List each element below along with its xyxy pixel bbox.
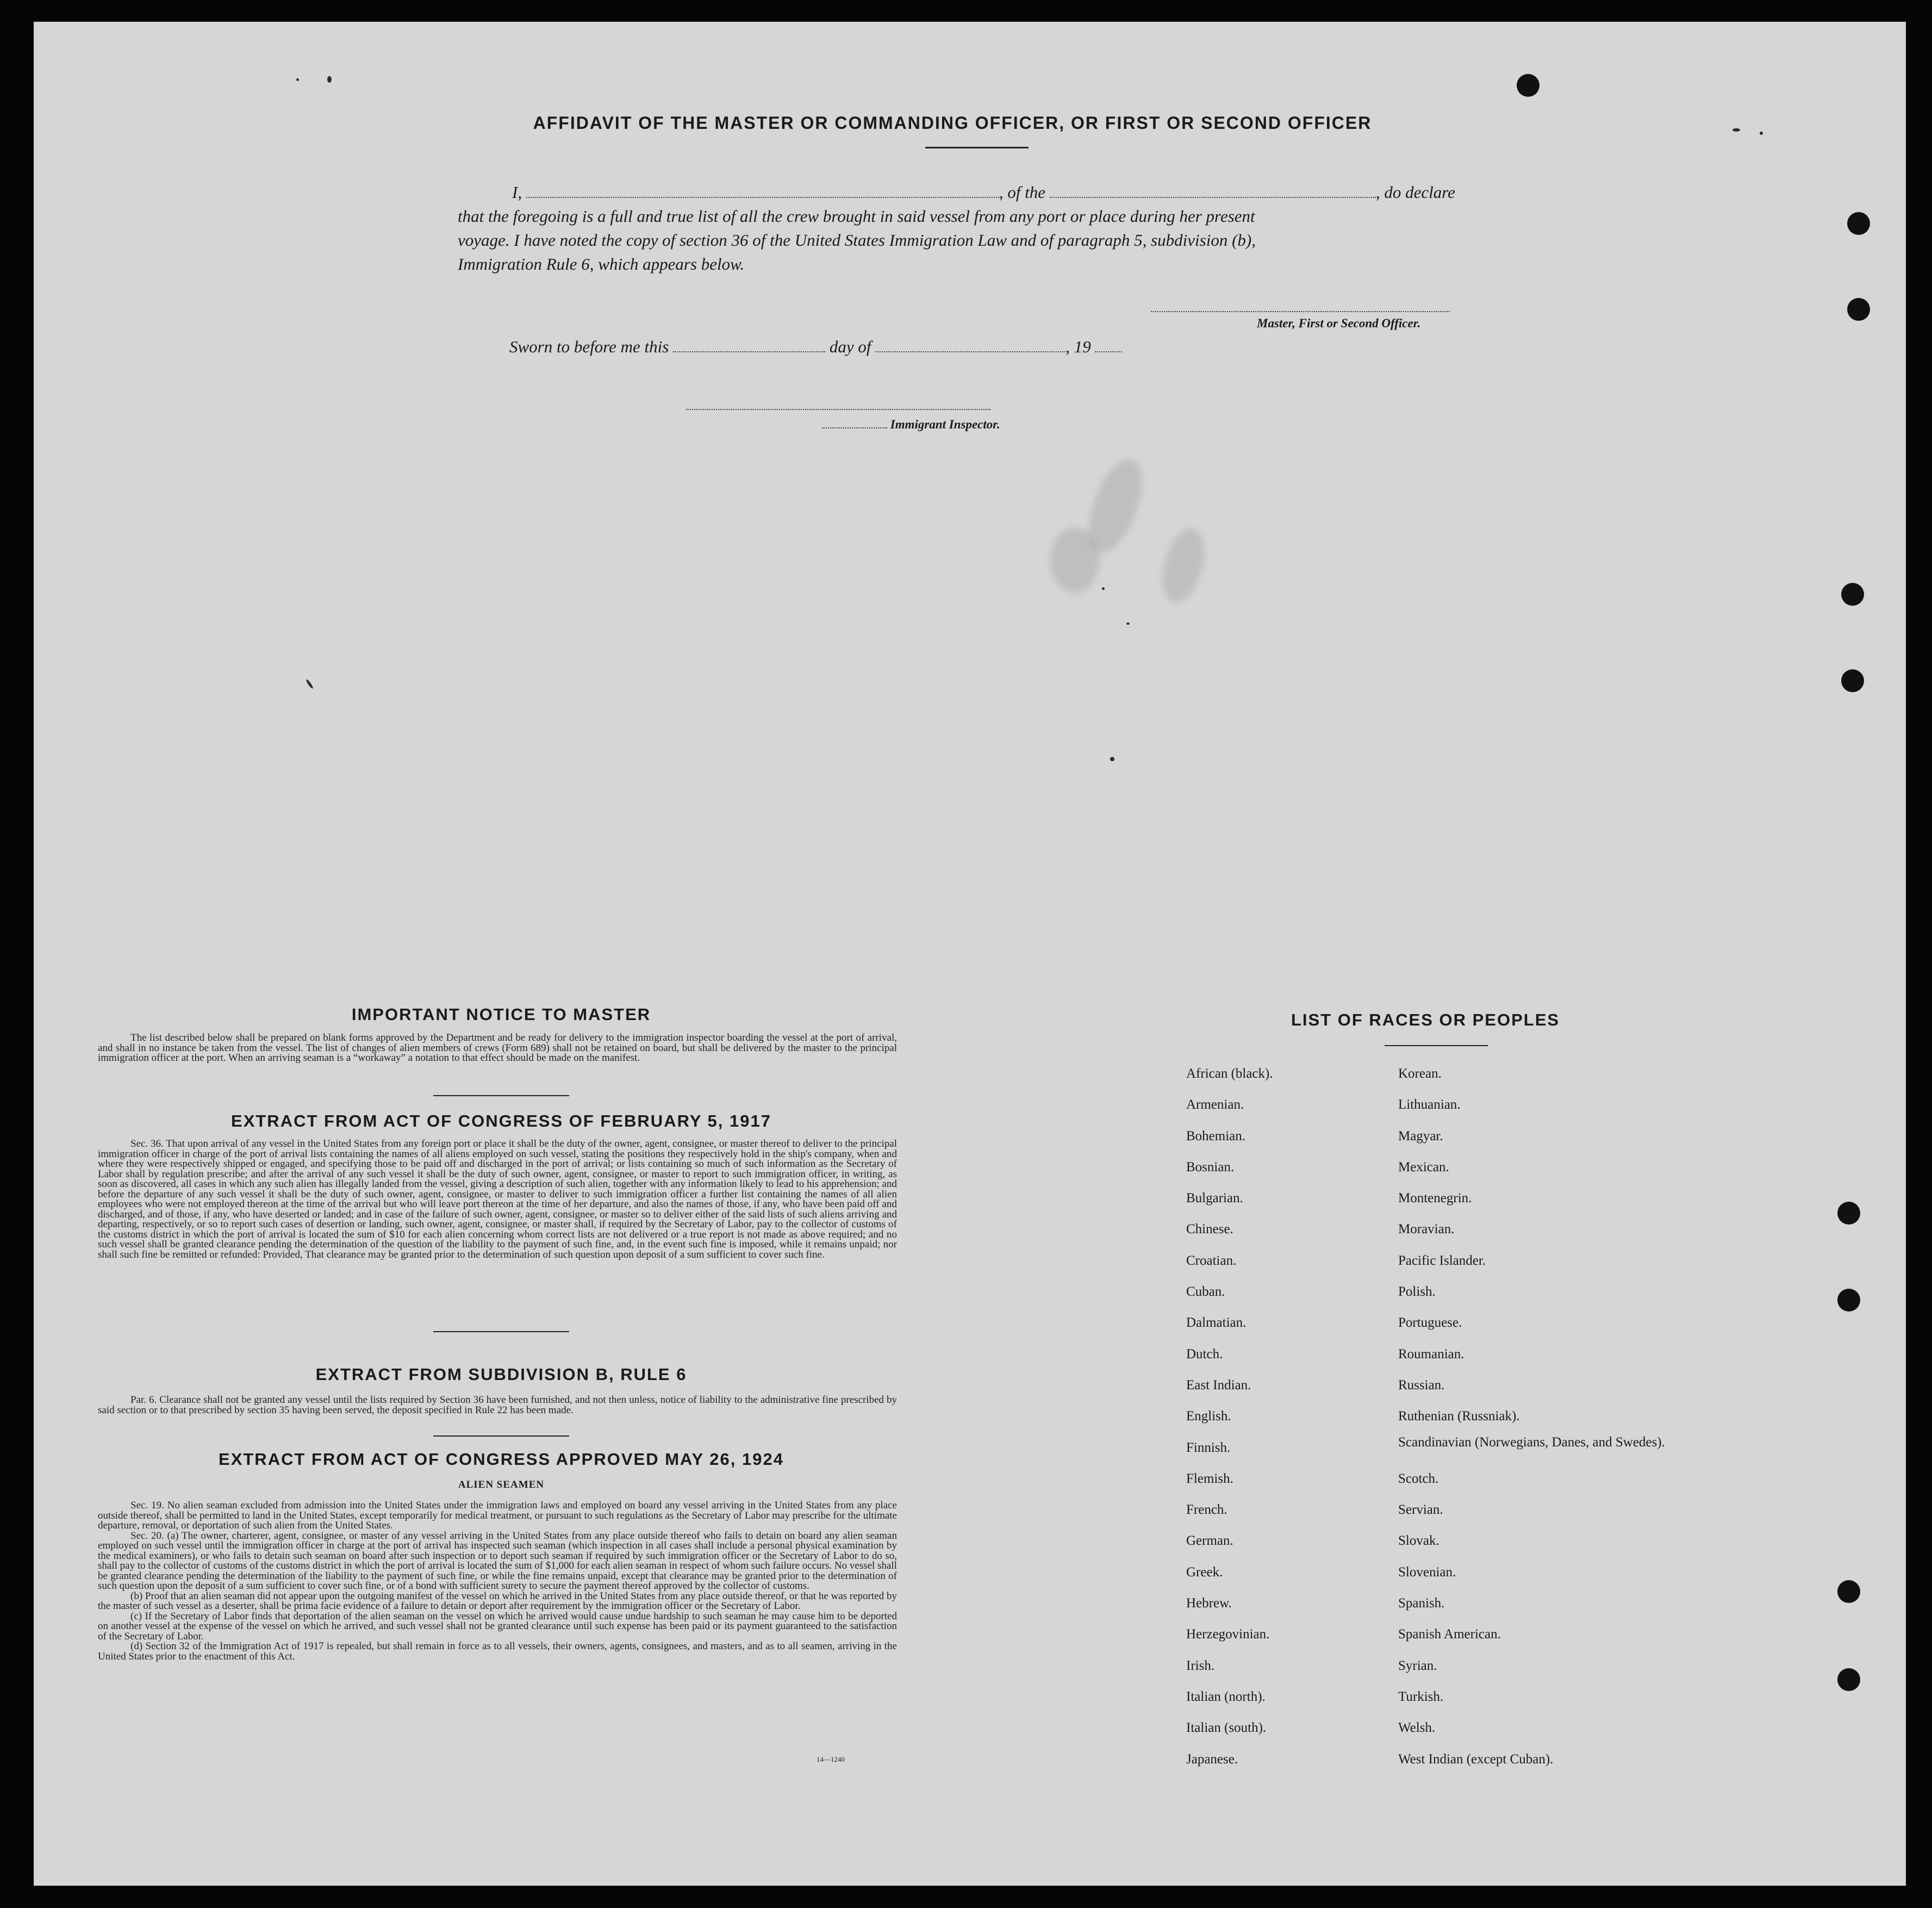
race-item: Italian (south).	[1186, 1720, 1267, 1736]
race-item: Spanish.	[1398, 1596, 1445, 1611]
ink-speck	[296, 78, 299, 81]
inspector-lead-line	[822, 420, 887, 428]
vessel-name-field[interactable]	[1050, 185, 1376, 198]
races-left-column	[1186, 1066, 1393, 1782]
race-item: West Indian (except Cuban).	[1398, 1751, 1554, 1767]
extract-1917-body: Sec. 36. That upon arrival of any vessel in the United States from any foreign port or place it shall be the duty of the owner, agent, consignee, or master thereof to deliver to the principal immigration officer in charge of the port of arrival lists containing the names of all aliens employed on such vessel, stating the positions they respectively hold in the ship's company, when and where they were respectively shipped or engaged, and specifying those to be paid off and discharged in the port of arrival; or lists containing so much of such information as the Secretary of Labor shall by regulation prescribe; and after the arrival of any such vessel it shall be the duty of such owner, agent, consignee, or master to report to such immigration officer, in writing, as soon as discovered, all cases in which any such alien has illegally landed from the vessel, giving a description of such alien, together with any information likely to lead to his apprehension; and before the departure of any such vessel it shall be the duty of such owner, agent, consignee, or master to deliver to such immigration officer a further list containing the names of all alien employees who were not employed thereon at the time of the arrival but who will leave port thereon at the time of her departure, and also the names of those, if any, who have been paid off and discharged, and of those, if any, who have deserted or landed; and in case of the failure of such owner, agent, consignee, or master so to deliver either of the said lists of such aliens arriving and departing, respectively, or so to report such cases of desertion or landing, such owner, agent, consignee, or master shall, if required by the Secretary of Labor, pay to the collector of customs of the customs district in which the port of arrival is located the sum of $10 for each alien concerning whom correct lists are not delivered or a true report is not made as above required; and no such vessel shall be granted clearance pending the determination of the question of the liability to the payment of such fine, and, in the event such fine is imposed, while it remains unpaid; nor shall such fine be remitted or refunded: Provided, That clearance may be granted prior to the determination of such question upon deposit of a sum sufficient to cover such fine.	[98, 1138, 897, 1260]
race-item: Dutch.	[1186, 1346, 1223, 1362]
ink-speck	[327, 76, 332, 83]
ink-speck	[306, 679, 314, 689]
punch-hole	[1837, 1668, 1860, 1691]
section-20d-paragraph: (d) Section 32 of the Immigration Act of 1917 is repealed, but shall remain in force as to all vessels, their owners, agents, consignees, and masters, and as to all seamen, arriving in the United States prior to the enactment of this Act.	[98, 1640, 897, 1662]
extract-1924-body	[98, 1501, 897, 1662]
extract-1917-title: EXTRACT FROM ACT OF CONGRESS OF FEBRUARY 5, 1917	[231, 1111, 771, 1130]
alien-seamen-subtitle: ALIEN SEAMEN	[458, 1479, 545, 1490]
race-item: French.	[1186, 1502, 1227, 1518]
race-item: Chinese.	[1186, 1222, 1233, 1237]
form-number: 14—1240	[817, 1755, 845, 1763]
race-item: Finnish.	[1186, 1440, 1231, 1455]
race-item: East Indian.	[1186, 1377, 1251, 1393]
race-item: Spanish American.	[1398, 1627, 1501, 1642]
section-divider	[433, 1331, 569, 1332]
race-item: African (black).	[1186, 1066, 1273, 1081]
declaration-text: , do declare	[1375, 183, 1455, 202]
race-item: Scandinavian (Norwegians, Danes, and Swedes).	[1398, 1434, 1665, 1450]
document-page	[34, 22, 1906, 1886]
race-item: English.	[1186, 1409, 1231, 1424]
race-item: Mexican.	[1398, 1159, 1449, 1174]
race-item: Portuguese.	[1398, 1315, 1462, 1331]
ink-speck	[1102, 587, 1105, 590]
race-item: Welsh.	[1398, 1720, 1436, 1736]
race-item: Dalmatian.	[1186, 1315, 1247, 1331]
declarant-name-field[interactable]	[526, 185, 999, 198]
declaration-line-4: Immigration Rule 6, which appears below.	[458, 254, 745, 274]
punch-hole	[1837, 1202, 1860, 1225]
race-item: Italian (north).	[1186, 1689, 1266, 1704]
races-title-rule	[1385, 1045, 1488, 1046]
year-prefix: , 19	[1065, 337, 1091, 356]
section-19-paragraph: Sec. 19. No alien seaman excluded from admission into the United States under the immigration laws and employed on board any vessel arriving in the United States from any place outside thereof, shall be permitted to land in the United States, except temporarily for medical treatment, or pursuant to such regulations as the Secretary of Labor may prescribe for the ultimate departure, removal, or deportation of such alien from the United States.	[98, 1500, 897, 1531]
sworn-year-field[interactable]	[1095, 339, 1122, 352]
race-item: German.	[1186, 1533, 1233, 1549]
section-divider	[433, 1435, 569, 1437]
notice-title: IMPORTANT NOTICE TO MASTER	[351, 1005, 651, 1024]
affidavit-title: AFFIDAVIT OF THE MASTER OR COMMANDING OFFICER, OR FIRST OR SECOND OFFICER	[533, 113, 1372, 133]
race-item: Flemish.	[1186, 1471, 1233, 1486]
race-item: Cuban.	[1186, 1284, 1225, 1300]
section-20b-paragraph: (b) Proof that an alien seaman did not appear upon the outgoing manifest of the vessel on which he arrived in the United States from any place outside thereof, or that he was reported by the master of such vessel as a deserter, shall be prima facie evidence of a failure to detain or deport after requirement by the immigration officer or the Secretary of Labor.	[98, 1590, 897, 1612]
ink-speck	[1760, 132, 1763, 135]
race-item: Bohemian.	[1186, 1128, 1246, 1143]
race-item: Pacific Islander.	[1398, 1253, 1486, 1268]
race-item: Lithuanian.	[1398, 1097, 1461, 1113]
race-item: Ruthenian (Russniak).	[1398, 1409, 1520, 1424]
declarant-intro: I,	[512, 183, 522, 202]
race-item: Croatian.	[1186, 1253, 1237, 1268]
race-item: Greek.	[1186, 1564, 1223, 1580]
race-item: Hebrew.	[1186, 1596, 1232, 1611]
section-divider	[433, 1095, 569, 1096]
race-item: Russian.	[1398, 1377, 1445, 1393]
declaration-line-3: voyage. I have noted the copy of section 36 of the United States Immigration Law and of paragraph 5, subdivision (b),	[458, 231, 1256, 250]
title-rule	[925, 147, 1029, 148]
rule6-body: Par. 6. Clearance shall not be granted any vessel until the lists required by Section 36 have been furnished, and not then unless, notice of liability to the administrative fine prescribed by said section or to that prescribed by section 35 having been served, the deposit specified in Rule 22 has been made.	[98, 1394, 897, 1416]
inspector-label: Immigrant Inspector.	[890, 418, 1000, 431]
race-item: Irish.	[1186, 1658, 1215, 1673]
sworn-intro: Sworn to before me this	[509, 337, 669, 356]
race-item: Slovak.	[1398, 1533, 1439, 1549]
extract-1924-title: EXTRACT FROM ACT OF CONGRESS APPROVED MAY 26, 1924	[219, 1450, 784, 1469]
punch-hole	[1837, 1580, 1860, 1603]
punch-hole	[1517, 74, 1540, 97]
master-signature-label: Master, First or Second Officer.	[1257, 316, 1421, 330]
sworn-day-field[interactable]	[673, 339, 825, 352]
race-item: Turkish.	[1398, 1689, 1444, 1704]
ink-speck	[1126, 623, 1130, 625]
race-item: Bulgarian.	[1186, 1191, 1243, 1206]
race-item: Polish.	[1398, 1284, 1436, 1300]
race-item: Korean.	[1398, 1066, 1442, 1081]
race-item: Herzegovinian.	[1186, 1627, 1270, 1642]
fingerprint-smudge	[1050, 527, 1099, 593]
section-20c-paragraph: (c) If the Secretary of Labor finds that deportation of the alien seaman on the vessel on which he arrived would cause undue hardship to such seaman he may cause him to be deported on another vessel at the expense of the vessel on which he arrived, and such vessel shall not be granted clearance until such expense has been paid or its payment guaranteed to the satisfaction of the Secretary of Labor.	[98, 1610, 897, 1642]
declaration-line-1	[512, 183, 1455, 202]
race-item: Servian.	[1398, 1502, 1443, 1518]
punch-hole	[1841, 583, 1864, 606]
sworn-month-field[interactable]	[875, 339, 1065, 352]
race-item: Moravian.	[1398, 1222, 1455, 1237]
race-item: Slovenian.	[1398, 1564, 1456, 1580]
race-item: Magyar.	[1398, 1128, 1443, 1143]
race-item: Japanese.	[1186, 1751, 1238, 1767]
race-item: Armenian.	[1186, 1097, 1244, 1113]
notice-body: The list described below shall be prepared on blank forms approved by the Department and be ready for delivery to the immigration inspector boarding the vessel at the port of arrival, and shall in no instance be taken from the vessel. The list of changes of alien members of crews (Form 689) shall not be retained on board, but shall be delivered by the master to the principal immigration officer at the port. When an arriving seaman is a “workaway” a notation to that effect should be made on the manifest.	[98, 1032, 897, 1064]
punch-hole	[1837, 1289, 1860, 1312]
day-of-label: day of	[829, 337, 871, 356]
ink-speck	[1110, 757, 1114, 761]
race-item: Scotch.	[1398, 1471, 1439, 1486]
races-right-column	[1398, 1066, 1681, 1782]
vessel-intro: , of the	[999, 183, 1046, 202]
fingerprint-smudge	[1155, 524, 1212, 607]
section-20a-paragraph: Sec. 20. (a) The owner, charterer, agent, consignee, or master of any vessel arriving in the United States from any place outside thereof who fails to detain on board any alien seaman employed on such vessel until the immigration officer in charge at the port of arrival has inspected such seaman (which inspection in all cases shall include a personal physical examination by the medical examiners), or who fails to detain such seaman on board after such inspection or to deport such seaman if required by such immigration officer or the Secretary of Labor to do so, shall pay to the collector of customs of the customs district in which the port of arrival is located the sum of $1,000 for each alien seaman in respect of whom such failure occurs. No vessel shall be granted clearance pending the determination of the liability to the payment of such fine, or while the fine remains unpaid, except that clearance may be granted prior to the determination of such question upon the deposit of a sum sufficient to cover such fine, or of a bond with sufficient surety to secure the payment thereof approved by the collector of customs.	[98, 1530, 897, 1592]
declaration-line-2: that the foregoing is a full and true list of all the crew brought in said vessel from any port or place during her present	[458, 207, 1255, 226]
race-item: Roumanian.	[1398, 1346, 1464, 1362]
race-item: Montenegrin.	[1398, 1191, 1472, 1206]
race-item: Syrian.	[1398, 1658, 1437, 1673]
sworn-line	[509, 337, 1122, 357]
master-signature-field[interactable]	[1151, 299, 1450, 312]
ink-speck	[1732, 128, 1740, 132]
punch-hole	[1841, 669, 1864, 692]
punch-hole	[1847, 212, 1870, 235]
races-title: LIST OF RACES OR PEOPLES	[1291, 1010, 1560, 1029]
punch-hole	[1847, 298, 1870, 321]
inspector-signature-field[interactable]	[686, 397, 990, 410]
rule6-title: EXTRACT FROM SUBDIVISION B, RULE 6	[315, 1365, 687, 1384]
race-item: Bosnian.	[1186, 1159, 1235, 1174]
inspector-signature-label	[822, 418, 1000, 432]
